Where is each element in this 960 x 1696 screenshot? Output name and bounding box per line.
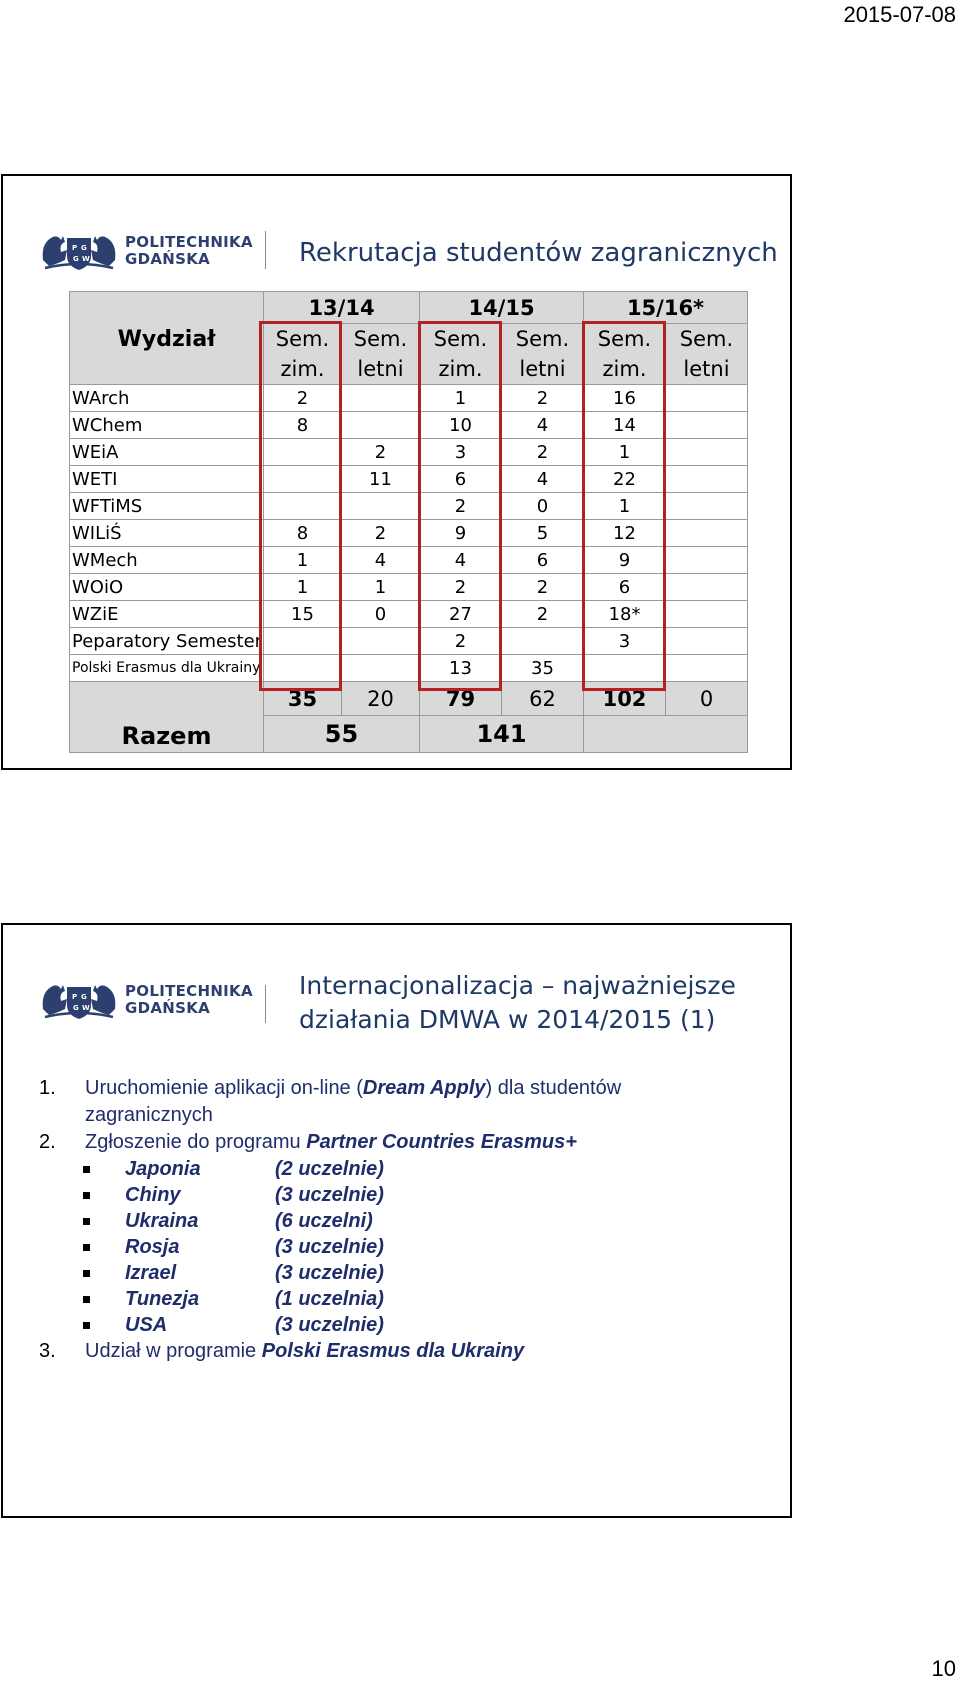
value-cell bbox=[502, 628, 584, 655]
svg-text:W: W bbox=[82, 1004, 90, 1012]
value-cell bbox=[342, 655, 420, 682]
slide-title-line2: działania DMWA w 2014/2015 (1) bbox=[299, 1005, 716, 1034]
slide-title-line1: Internacjonalizacja – najważniejsze bbox=[299, 971, 736, 1000]
list-item bbox=[39, 1075, 779, 1129]
semester-label: zim. bbox=[280, 357, 325, 381]
value-cell: 8 bbox=[264, 412, 342, 439]
semester-label: letni bbox=[683, 357, 730, 381]
square-bullet-icon bbox=[83, 1244, 90, 1251]
item-text: Uruchomienie aplikacji on-line ( bbox=[85, 1077, 363, 1099]
value-cell bbox=[666, 412, 748, 439]
value-cell: 2 bbox=[502, 439, 584, 466]
country-item bbox=[39, 1286, 779, 1312]
university-count: (3 uczelnie) bbox=[275, 1236, 384, 1258]
square-bullet-icon bbox=[83, 1192, 90, 1199]
value-cell bbox=[666, 628, 748, 655]
value-cell: 6 bbox=[502, 547, 584, 574]
university-count: (3 uczelnie) bbox=[275, 1314, 384, 1336]
item-text: zagranicznych bbox=[85, 1104, 213, 1126]
country-name: Izrael bbox=[125, 1262, 177, 1284]
country-item bbox=[39, 1182, 779, 1208]
value-cell: 4 bbox=[420, 547, 502, 574]
value-cell bbox=[666, 547, 748, 574]
svg-text:G: G bbox=[81, 993, 87, 1001]
semester-label: Sem. bbox=[679, 327, 734, 351]
value-cell: 0 bbox=[342, 601, 420, 628]
value-cell: 1 bbox=[342, 574, 420, 601]
value-cell bbox=[342, 493, 420, 520]
value-cell: 9 bbox=[584, 547, 666, 574]
value-cell bbox=[666, 574, 748, 601]
faculty-name: WFTiMS bbox=[70, 493, 264, 520]
value-cell: 9 bbox=[420, 520, 502, 547]
university-count: (2 uczelnie) bbox=[275, 1158, 384, 1180]
value-cell: 1 bbox=[264, 574, 342, 601]
slide-title: Rekrutacja studentów zagranicznych bbox=[299, 238, 778, 268]
slide-recruitment bbox=[1, 174, 792, 770]
value-cell: 2 bbox=[342, 520, 420, 547]
item-text: Udział w programie bbox=[85, 1340, 262, 1362]
country-item bbox=[39, 1312, 779, 1338]
value-cell: 1 bbox=[584, 439, 666, 466]
value-cell: 16 bbox=[584, 385, 666, 412]
country-name: Chiny bbox=[125, 1184, 181, 1206]
value-cell: 8 bbox=[264, 520, 342, 547]
value-cell bbox=[666, 493, 748, 520]
value-cell: 12 bbox=[584, 520, 666, 547]
semester-label: Sem. bbox=[275, 327, 330, 351]
faculty-name: WOiO bbox=[70, 574, 264, 601]
square-bullet-icon bbox=[83, 1296, 90, 1303]
country-name: USA bbox=[125, 1314, 168, 1336]
slide-internationalization bbox=[1, 923, 792, 1518]
value-cell bbox=[666, 385, 748, 412]
square-bullet-icon bbox=[83, 1270, 90, 1277]
value-cell: 2 bbox=[420, 628, 502, 655]
country-item bbox=[39, 1156, 779, 1182]
svg-text:W: W bbox=[82, 255, 90, 263]
value-cell bbox=[666, 520, 748, 547]
value-cell: 1 bbox=[264, 547, 342, 574]
value-cell: 3 bbox=[584, 628, 666, 655]
faculty-name: WILiŚ bbox=[70, 520, 264, 547]
value-cell: 15 bbox=[264, 601, 342, 628]
value-cell: 1 bbox=[584, 493, 666, 520]
country-item bbox=[39, 1234, 779, 1260]
value-cell: 22 bbox=[584, 466, 666, 493]
razem-total: 141 bbox=[420, 716, 584, 753]
year-header: 15/16* bbox=[584, 292, 748, 324]
svg-text:G: G bbox=[73, 1004, 79, 1012]
semester-label: Sem. bbox=[353, 327, 408, 351]
sum-cell: 79 bbox=[420, 682, 502, 716]
razem-total bbox=[584, 716, 748, 753]
value-cell: 1 bbox=[420, 385, 502, 412]
value-cell: 27 bbox=[420, 601, 502, 628]
faculty-name: Polski Erasmus dla Ukrainy bbox=[70, 655, 264, 682]
griffin-crest-icon bbox=[39, 230, 119, 272]
semester-header bbox=[666, 324, 748, 385]
faculty-name: WETI bbox=[70, 466, 264, 493]
logo-line1: POLITECHNIKA bbox=[125, 982, 253, 1000]
value-cell: 2 bbox=[502, 574, 584, 601]
svg-text:G: G bbox=[73, 255, 79, 263]
university-logo bbox=[39, 230, 253, 272]
value-cell: 2 bbox=[420, 493, 502, 520]
value-cell: 6 bbox=[420, 466, 502, 493]
country-name: Tunezja bbox=[125, 1288, 200, 1310]
value-cell: 4 bbox=[502, 466, 584, 493]
list-number: 2. bbox=[39, 1131, 56, 1153]
value-cell: 18* bbox=[584, 601, 666, 628]
square-bullet-icon bbox=[83, 1218, 90, 1225]
value-cell bbox=[666, 466, 748, 493]
square-bullet-icon bbox=[83, 1166, 90, 1173]
country-list bbox=[39, 1156, 779, 1338]
value-cell: 4 bbox=[502, 412, 584, 439]
semester-header bbox=[502, 324, 584, 385]
faculty-name: WArch bbox=[70, 385, 264, 412]
country-name: Japonia bbox=[125, 1158, 201, 1180]
logo-divider bbox=[265, 985, 266, 1023]
semester-label: letni bbox=[357, 357, 404, 381]
value-cell: 6 bbox=[584, 574, 666, 601]
griffin-crest-icon bbox=[39, 979, 119, 1021]
country-item bbox=[39, 1260, 779, 1286]
semester-label: Sem. bbox=[433, 327, 488, 351]
value-cell: 35 bbox=[502, 655, 584, 682]
value-cell: 13 bbox=[420, 655, 502, 682]
action-list bbox=[39, 1075, 779, 1365]
faculty-name: Peparatory Semester bbox=[70, 628, 264, 655]
highlight-box bbox=[259, 321, 342, 691]
faculty-name: WEiA bbox=[70, 439, 264, 466]
university-count: (3 uczelnie) bbox=[275, 1184, 384, 1206]
semester-label: letni bbox=[519, 357, 566, 381]
sum-cell: 0 bbox=[666, 682, 748, 716]
country-name: Ukraina bbox=[125, 1210, 199, 1232]
highlight-box bbox=[582, 321, 666, 691]
year-header: 14/15 bbox=[420, 292, 584, 324]
faculty-name: WZiE bbox=[70, 601, 264, 628]
semester-header bbox=[342, 324, 420, 385]
highlight-box bbox=[418, 321, 502, 691]
faculty-name: WChem bbox=[70, 412, 264, 439]
item-text: Zgłoszenie do programu bbox=[85, 1131, 307, 1153]
item-emphasis: Polski Erasmus dla Ukrainy bbox=[261, 1340, 525, 1362]
value-cell bbox=[342, 412, 420, 439]
sum-cell: 20 bbox=[342, 682, 420, 716]
semester-label: zim. bbox=[438, 357, 483, 381]
value-cell: 2 bbox=[264, 385, 342, 412]
university-count: (3 uczelnie) bbox=[275, 1262, 384, 1284]
logo-wordmark bbox=[125, 983, 253, 1017]
semester-label: Sem. bbox=[515, 327, 570, 351]
value-cell: 2 bbox=[420, 574, 502, 601]
logo-line1: POLITECHNIKA bbox=[125, 233, 253, 251]
value-cell: 2 bbox=[502, 385, 584, 412]
razem-label: Razem bbox=[70, 682, 264, 753]
faculty-name: WMech bbox=[70, 547, 264, 574]
item-emphasis: Dream Apply bbox=[362, 1077, 486, 1099]
list-number: 3. bbox=[39, 1340, 56, 1362]
value-cell: 2 bbox=[502, 601, 584, 628]
value-cell bbox=[342, 385, 420, 412]
svg-text:P: P bbox=[72, 244, 78, 252]
value-cell bbox=[666, 655, 748, 682]
item-emphasis: Partner Countries Erasmus+ bbox=[306, 1131, 577, 1153]
list-number: 1. bbox=[39, 1077, 56, 1099]
university-count: (1 uczelnia) bbox=[275, 1288, 384, 1310]
slide-title bbox=[299, 969, 736, 1037]
value-cell: 3 bbox=[420, 439, 502, 466]
svg-text:G: G bbox=[81, 244, 87, 252]
country-name: Rosja bbox=[125, 1236, 180, 1258]
university-count: (6 uczelni) bbox=[275, 1210, 373, 1232]
logo-divider bbox=[265, 231, 266, 269]
year-header: 13/14 bbox=[264, 292, 420, 324]
logo-line2: GDAŃSKA bbox=[125, 250, 211, 268]
value-cell: 14 bbox=[584, 412, 666, 439]
value-cell: 5 bbox=[502, 520, 584, 547]
value-cell: 0 bbox=[502, 493, 584, 520]
value-cell bbox=[666, 601, 748, 628]
sum-cell: 62 bbox=[502, 682, 584, 716]
logo-wordmark bbox=[125, 234, 253, 268]
column-header-wydzial: Wydział bbox=[70, 292, 264, 385]
list-item bbox=[39, 1129, 779, 1156]
value-cell: 11 bbox=[342, 466, 420, 493]
razem-total: 55 bbox=[264, 716, 420, 753]
sum-cell: 102 bbox=[584, 682, 666, 716]
page-date: 2015-07-08 bbox=[843, 2, 956, 27]
logo-line2: GDAŃSKA bbox=[125, 999, 211, 1017]
value-cell: 10 bbox=[420, 412, 502, 439]
value-cell bbox=[666, 439, 748, 466]
sum-cell: 35 bbox=[264, 682, 342, 716]
university-logo bbox=[39, 979, 253, 1021]
square-bullet-icon bbox=[83, 1322, 90, 1329]
page-number: 10 bbox=[931, 1656, 956, 1681]
semester-label: zim. bbox=[602, 357, 647, 381]
item-text: ) dla studentów bbox=[485, 1077, 622, 1099]
semester-label: Sem. bbox=[597, 327, 652, 351]
country-item bbox=[39, 1208, 779, 1234]
value-cell bbox=[342, 628, 420, 655]
value-cell: 2 bbox=[342, 439, 420, 466]
list-item bbox=[39, 1338, 779, 1365]
value-cell: 4 bbox=[342, 547, 420, 574]
svg-text:P: P bbox=[72, 993, 78, 1001]
